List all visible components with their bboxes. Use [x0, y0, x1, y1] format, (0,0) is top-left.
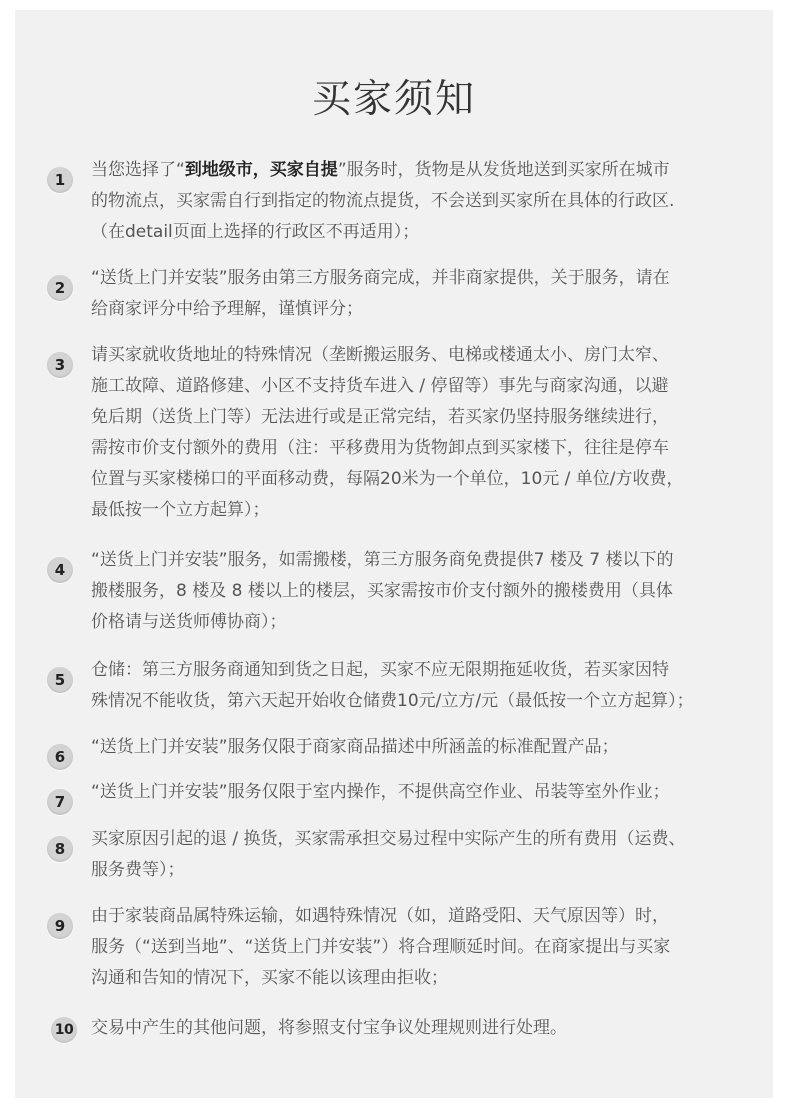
item-line: 服务费等）；: [91, 860, 185, 880]
item-line: 价格请与送货师傅协商）；: [91, 612, 287, 632]
item-number-badge: 8: [47, 836, 73, 862]
notice-panel: [15, 10, 773, 1098]
item-line: 交易中产生的其他问题，将参照支付宝争议处理规则进行处理。: [91, 1018, 567, 1038]
item-text: [91, 263, 763, 325]
item-line: 请买家就收货地址的特殊情况（垄断搬运服务、电梯或楼通太小、房门太窄、: [91, 345, 669, 365]
item-text: [91, 1013, 763, 1044]
item-line: 搬楼服务，8 楼及 8 楼以上的楼层，买家需按市价支付额外的搬楼费用（具体: [91, 581, 673, 601]
item-number-badge: 7: [47, 789, 73, 815]
item-line: “送货上门并安装”服务仅限于商家商品描述中所涵盖的标准配置产品；: [91, 737, 619, 757]
page-title: 买家须知: [311, 77, 476, 122]
item-line-with-bold: [91, 155, 763, 186]
item-line: 殊情况不能收货，第六天起开始收仓储费10元/立方/元（最低按一个立方起算）；: [91, 691, 694, 711]
text-segment: 当您选择了“: [91, 160, 185, 180]
item-text: [91, 824, 763, 886]
item-line: 的物流点，买家需自行到指定的物流点提货，不会送到买家所在具体的行政区.: [91, 191, 675, 211]
item-line: 仓储：第三方服务商通知到货之日起，买家不应无限期拖延收货，若买家因特: [91, 660, 669, 680]
item-text: [91, 655, 763, 717]
item-line: “送货上门并安装”服务，如需搬楼，第三方服务商免费提供7 楼及 7 楼以下的: [91, 550, 674, 570]
item-line: 位置与买家楼梯口的平面移动费，每隔20米为一个单位，10元 / 单位/方收费，: [91, 469, 684, 489]
item-text: [91, 732, 763, 763]
item-number-badge: 3: [47, 352, 73, 378]
item-number-badge: 2: [47, 275, 73, 301]
item-number-badge: 1: [47, 167, 73, 193]
item-number-badge: 10: [51, 1017, 77, 1043]
item-number-badge: 6: [47, 744, 73, 770]
item-line: 免后期（送货上门等）无法进行或是正常完结，若买家仍坚持服务继续进行，: [91, 407, 669, 427]
item-line: 施工故障、道路修建、小区不支持货车进入 / 停留等）事先与商家沟通，以避: [91, 376, 669, 396]
item-line: 最低按一个立方起算）；: [91, 500, 270, 520]
item-line: 由于家装商品属特殊运输，如遇特殊情况（如，道路受阳、天气原因等）时，: [91, 906, 669, 926]
item-line: “送货上门并安装”服务由第三方服务商完成，并非商家提供，关于服务，请在: [91, 268, 670, 288]
item-number-badge: 9: [47, 913, 73, 939]
item-text: [91, 340, 763, 526]
item-line: 需按市价支付额外的费用（注：平移费用为货物卸点到买家楼下，往往是停车: [91, 438, 669, 458]
item-line: 沟通和告知的情况下，买家不能以该理由拒收；: [91, 968, 448, 988]
text-segment: ”服务时，货物是从发货地送到买家所在城市: [337, 160, 670, 180]
item-line: 给商家评分中给予理解，谨慎评分；: [91, 299, 363, 319]
item-text: [91, 545, 763, 638]
item-line: “送货上门并安装”服务仅限于室内操作，不提供高空作业、吊装等室外作业；: [91, 782, 670, 802]
item-line: （在detail页面上选择的行政区不再适用）；: [91, 222, 420, 242]
item-text: [91, 777, 763, 808]
item-text: [91, 901, 763, 994]
item-line: 服务（“送到当地”、“送货上门并安装”）将合理顺延时间。在商家提出与买家: [91, 937, 671, 957]
item-number-badge: 5: [47, 667, 73, 693]
item-text: [91, 155, 763, 248]
bold-emphasis: 到地级市，买家自提: [184, 160, 338, 180]
item-number-badge: 4: [47, 557, 73, 583]
item-line: 买家原因引起的退 / 换货，买家需承担交易过程中实际产生的所有费用（运费、: [91, 829, 686, 849]
